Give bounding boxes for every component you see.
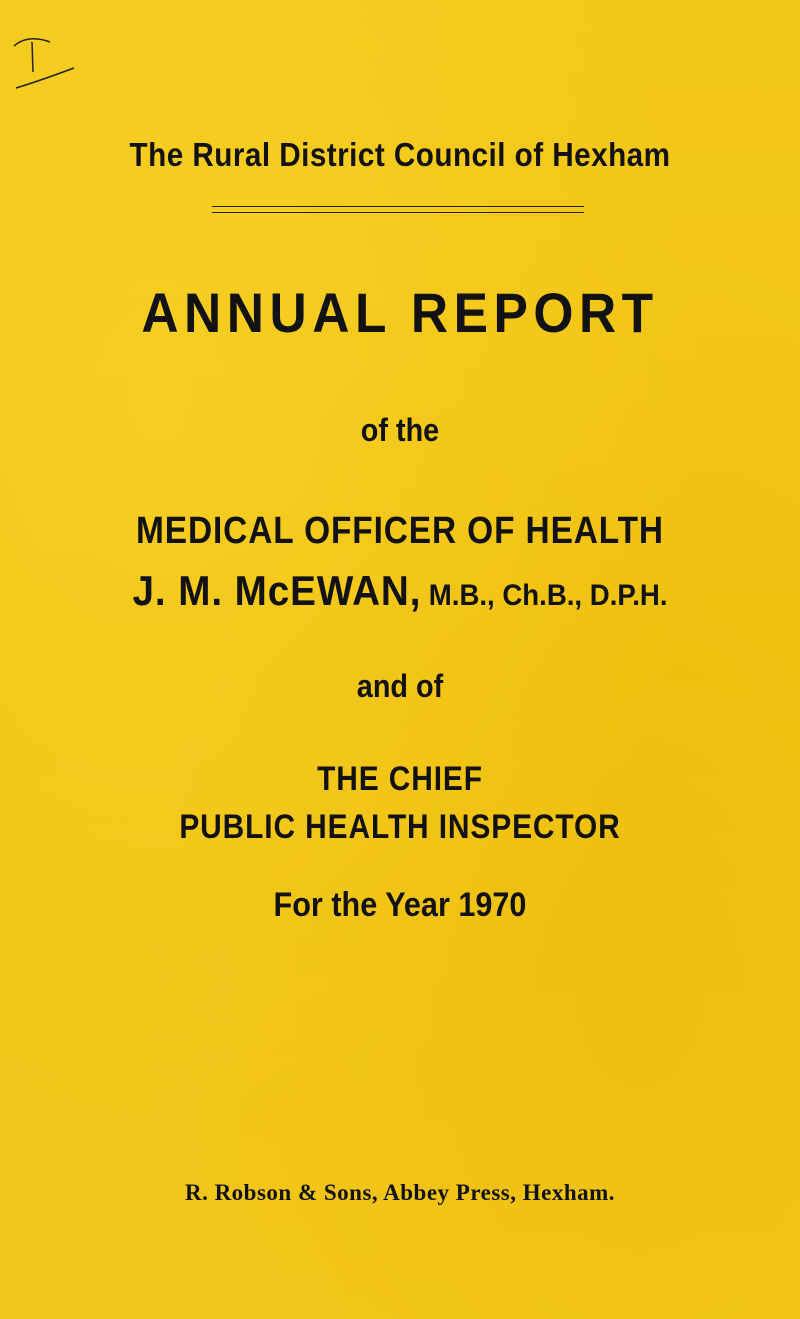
title-divider [212, 206, 584, 213]
officer-name-line [32, 567, 768, 615]
of-the-text: of the [360, 412, 440, 448]
officer-title: MEDICAL OFFICER OF HEALTH [136, 510, 664, 552]
handwritten-mark [8, 28, 78, 98]
report-title: ANNUAL REPORT [141, 281, 659, 344]
inspector-title-line-2: PUBLIC HEALTH INSPECTOR [179, 808, 621, 846]
officer-qualifications: M.B., Ch.B., D.P.H. [428, 579, 668, 612]
council-title: The Rural District Council of Hexham [129, 136, 671, 173]
report-year: For the Year 1970 [273, 886, 527, 924]
printer-credit: R. Robson & Sons, Abbey Press, Hexham. [184, 1180, 616, 1205]
officer-name: J. M. McEWAN, [132, 567, 422, 614]
inspector-title-line-1: THE CHIEF [317, 760, 483, 798]
and-of-text: and of [356, 668, 444, 704]
